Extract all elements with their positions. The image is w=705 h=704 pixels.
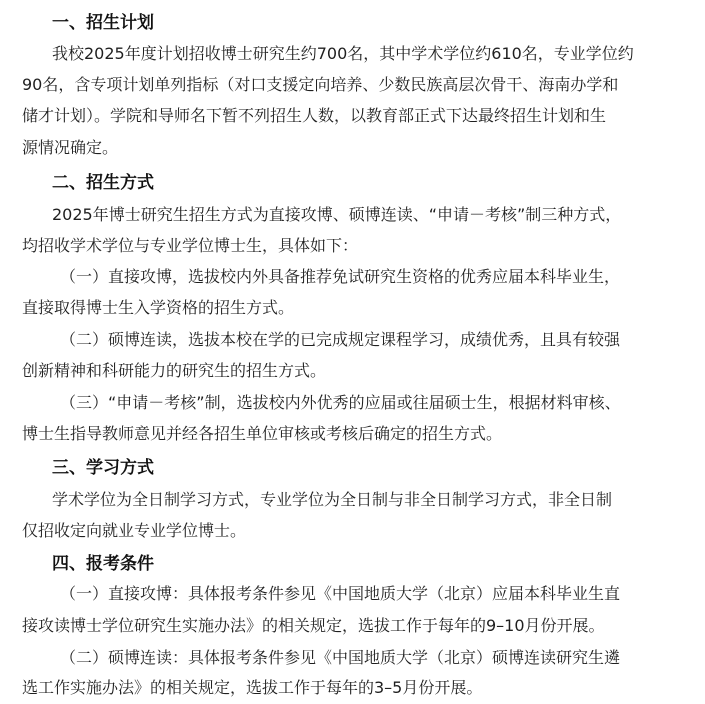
section-heading-plan: 一、招生计划 <box>52 13 154 33</box>
paragraph-line: 均招收学术学位与专业学位博士生，具体如下： <box>22 236 359 255</box>
paragraph-line: 仅招收定向就业专业学位博士。 <box>22 521 247 540</box>
paragraph-line: 90名，含专项计划单列指标（对口支援定向培养、少数民族高层次骨干、海南办学和 <box>22 75 619 94</box>
paragraph-line: 我校2025年度计划招收博士研究生约700名，其中学术学位约610名，专业学位约 <box>52 44 634 63</box>
paragraph-line: 直接取得博士生入学资格的招生方式。 <box>22 298 295 317</box>
paragraph-line: （二）硕博连读：具体报考条件参见《中国地质大学（北京）硕博连读研究生遴 <box>60 648 621 667</box>
paragraph-line: （三）“申请－考核”制，选拔校内外优秀的应届或往届硕士生，根据材料审核、 <box>60 393 621 412</box>
section-heading-requirements: 四、报考条件 <box>52 554 154 574</box>
paragraph-line: 选工作实施办法》的相关规定，选拔工作于每年的3–5月份开展。 <box>22 678 483 697</box>
paragraph-line: 源情况确定。 <box>22 138 119 157</box>
paragraph-line: 接攻读博士学位研究生实施办法》的相关规定，选拔工作于每年的9–10月份开展。 <box>22 616 605 635</box>
paragraph-line: 储才计划）。学院和导师名下暂不列招生人数，以教育部正式下达最终招生计划和生 <box>22 106 607 125</box>
paragraph-line: （一）直接攻博，选拔校内外具备推荐免试研究生资格的优秀应届本科毕业生， <box>60 267 621 286</box>
paragraph-line: 创新精神和科研能力的研究生的招生方式。 <box>22 361 327 380</box>
paragraph-line: （一）直接攻博：具体报考条件参见《中国地质大学（北京）应届本科毕业生直 <box>60 584 621 603</box>
paragraph-line: 博士生指导教师意见并经各招生单位审核或考核后确定的招生方式。 <box>22 424 503 443</box>
paragraph-line: 2025年博士研究生招生方式为直接攻博、硕博连读、“申请－考核”制三种方式， <box>52 205 622 224</box>
section-heading-study: 三、学习方式 <box>52 458 154 478</box>
section-heading-method: 二、招生方式 <box>52 173 154 193</box>
paragraph-line: （二）硕博连读，选拔本校在学的已完成规定课程学习，成绩优秀，且具有较强 <box>60 330 621 349</box>
paragraph-line: 学术学位为全日制学习方式，专业学位为全日制与非全日制学习方式，非全日制 <box>52 490 613 509</box>
